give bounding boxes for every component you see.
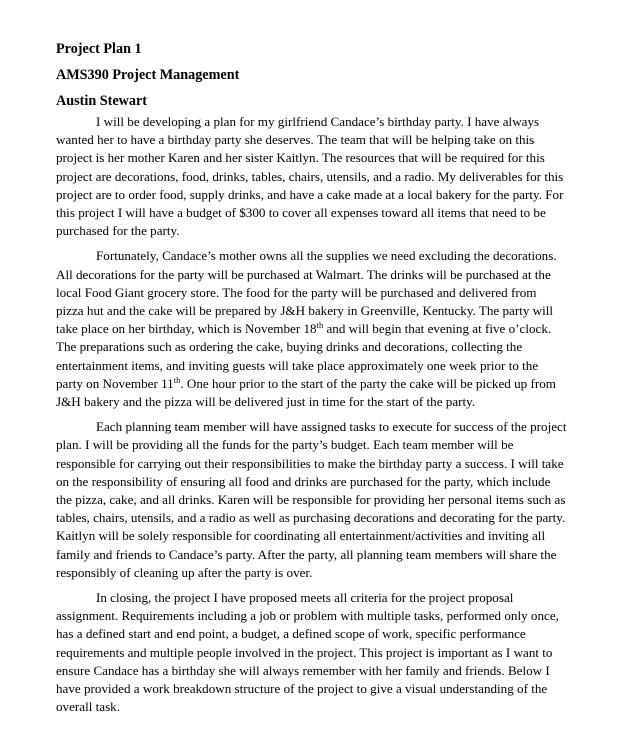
paragraph-line: assignment. Requirements including a job or problem with multiple tasks, performed only once,: [56, 608, 559, 624]
document-page: [56, 40, 597, 717]
paragraph-line: responsible for carrying out their responsibilities to make the birthday party a success. I will take: [56, 455, 564, 471]
paragraph-line: requirements and multiple people involved in the project. This project is important as I want to: [56, 644, 553, 660]
paragraph-line: local Food Giant grocery store. The food for the party will be purchased and delivered from: [56, 284, 537, 300]
paragraph-line: on the responsibility of ensuring all food and drinks are purchased for the party, which include: [56, 473, 551, 489]
paragraph-logistics: [56, 247, 597, 411]
paragraph-conclusion: [56, 589, 597, 716]
paragraph-team-tasks: [56, 418, 597, 582]
paragraph-line: purchased for the party.: [56, 223, 180, 239]
paragraph-line: In closing, the project I have proposed meets all criteria for the project proposal: [96, 590, 514, 606]
author-name: Austin Stewart: [56, 93, 148, 109]
paragraph-line: responsibly of cleaning up after the party is over.: [56, 564, 313, 580]
ordinal-suffix: th: [316, 320, 324, 331]
paragraph-line: I will be developing a plan for my girlfriend Candace’s birthday party. I have always: [96, 114, 540, 129]
paragraph-line: tables, chairs, utensils, and a radio as well as purchasing decorations and decorating for the party.: [56, 510, 566, 526]
paragraph-line: ensure Candace has a birthday she will always remember with her family and friends. Below I: [56, 662, 550, 678]
paragraph-line: [56, 320, 597, 338]
paragraph-line: Fortunately, Candace’s mother owns all the supplies we need excluding the decorations.: [96, 248, 557, 264]
paragraph-line: Each planning team member will have assigned tasks to execute for success of the project: [96, 419, 567, 435]
paragraph-line: Kaitlyn will be solely responsible for coordinating all entertainment/activities and inviting all: [56, 528, 546, 544]
document-title: Project Plan 1: [56, 41, 142, 57]
paragraph-line: have provided a work breakdown structure of the project to give a visual understanding of the: [56, 681, 548, 697]
paragraph-line: the pizza, cake, and all drinks. Karen will be responsible for providing her personal items such as: [56, 492, 566, 508]
paragraph-line: pizza hut and the cake will be prepared by J&H bakery in Greenville, Kentucky. The party will: [56, 303, 554, 319]
course-title: AMS390 Project Management: [56, 67, 240, 83]
paragraph-line: plan. I will be providing all the funds for the party’s budget. Each team member will be: [56, 437, 514, 453]
paragraph-line: J&H bakery and the pizza will be delivered just in time for the start of the party.: [56, 394, 476, 410]
text-segment: take place on her birthday, which is November 18: [56, 321, 317, 337]
paragraph-introduction: [56, 113, 597, 240]
paragraph-line: has a defined start and end point, a budget, a defined scope of work, specific performance: [56, 626, 526, 642]
paragraph-line: overall task.: [56, 699, 120, 715]
paragraph-line: project are to order food, supply drinks, and have a cake made at a local bakery for the party. For: [56, 186, 564, 202]
paragraph-line: this project I will have a budget of $300 to cover all expenses toward all items that need to be: [56, 205, 546, 221]
paragraph-line: All decorations for the party will be purchased at Walmart. The drinks will be purchased at the: [56, 266, 551, 282]
paragraph-line: project is her mother Karen and her sister Kaitlyn. The resources that will be required for this: [56, 150, 545, 166]
paragraph-line: The preparations such as ordering the cake, buying drinks and decorations, collecting the: [56, 339, 523, 355]
paragraph-line: project are decorations, food, drinks, tables, chairs, utensils, and a radio. My deliverables for this: [56, 168, 564, 184]
text-segment: . One hour prior to the start of the party the cake will be picked up from: [180, 375, 556, 391]
paragraph-line: family and friends to Candace’s party. After the party, all planning team members will share the: [56, 546, 557, 562]
paragraph-line: entertainment items, and inviting guests will take place approximately one week prior to the: [56, 357, 539, 373]
text-segment: and will begin that evening at five o’clock.: [323, 321, 552, 337]
ordinal-suffix: th: [173, 374, 181, 385]
paragraph-line: [56, 375, 597, 393]
text-segment: party on November 11: [56, 375, 174, 391]
paragraph-line: wanted her to have a birthday party she deserves. The team that will be helping take on this: [56, 132, 535, 148]
